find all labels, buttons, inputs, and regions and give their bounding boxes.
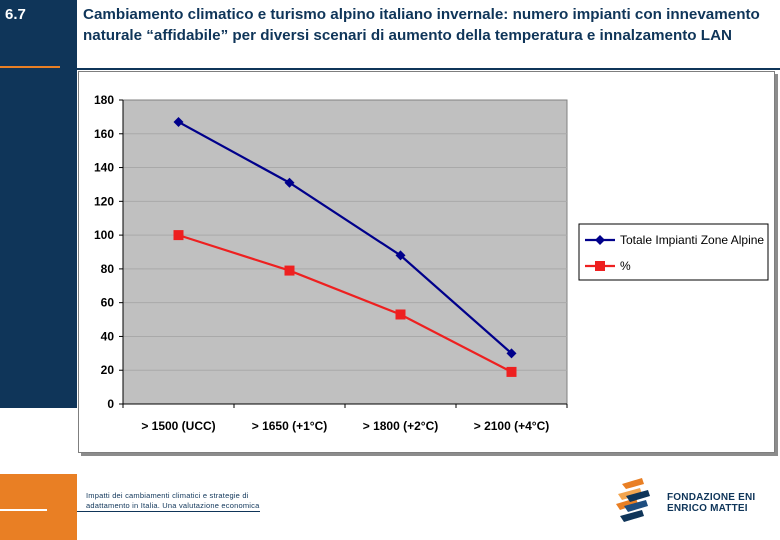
y-tick-label: 160	[93, 126, 114, 141]
data-point-series-2	[396, 309, 406, 319]
footer-text: Impatti dei cambiamenti climatici e strategie di adattamento in Italia. Una valutazione economica	[86, 491, 260, 510]
x-tick-label: > 1650 (+1°C)	[251, 419, 328, 433]
y-tick-label: 20	[100, 363, 114, 378]
x-tick-label: > 1800 (+2°C)	[362, 419, 439, 433]
y-tick-label: 80	[100, 261, 114, 276]
y-tick-label: 40	[100, 329, 114, 344]
sidebar-footer-divider	[0, 509, 47, 511]
line-chart	[79, 72, 774, 452]
sidebar-panel	[0, 0, 77, 408]
logo-line-1: FONDAZIONE ENI	[667, 492, 756, 503]
x-tick-label: > 2100 (+4°C)	[473, 419, 550, 433]
title-divider	[77, 68, 780, 70]
y-tick-label: 120	[93, 194, 114, 209]
y-tick-label: 180	[93, 93, 114, 107]
x-tick-label: > 1500 (UCC)	[141, 419, 216, 433]
legend-label: %	[620, 259, 631, 273]
data-point-series-2	[174, 230, 184, 240]
slide-title: Cambiamento climatico e turismo alpino italiano invernale: numero impianti con innevamento naturale “affidabile” per diversi scenari di aumento della temperatura e innalzamento LAN	[83, 6, 760, 44]
chart-frame	[78, 71, 775, 453]
sidebar-footer-block	[0, 474, 77, 540]
y-tick-label: 100	[93, 228, 114, 243]
y-tick-label: 0	[107, 397, 114, 411]
logo-line-2: ENRICO MATTEI	[667, 503, 748, 514]
logo-wordmark	[667, 492, 755, 514]
sidebar-divider	[0, 66, 60, 68]
legend-label: Totale Impianti Zone Alpine	[620, 233, 765, 247]
y-tick-label: 140	[93, 160, 114, 175]
legend-marker	[595, 261, 605, 271]
y-tick-label: 60	[100, 295, 114, 310]
footer-divider	[77, 511, 260, 512]
plot-area	[123, 100, 567, 404]
section-number: 6.7	[5, 6, 26, 23]
data-point-series-2	[285, 266, 295, 276]
data-point-series-2	[507, 367, 517, 377]
fondazione-logo-icon	[612, 472, 664, 524]
